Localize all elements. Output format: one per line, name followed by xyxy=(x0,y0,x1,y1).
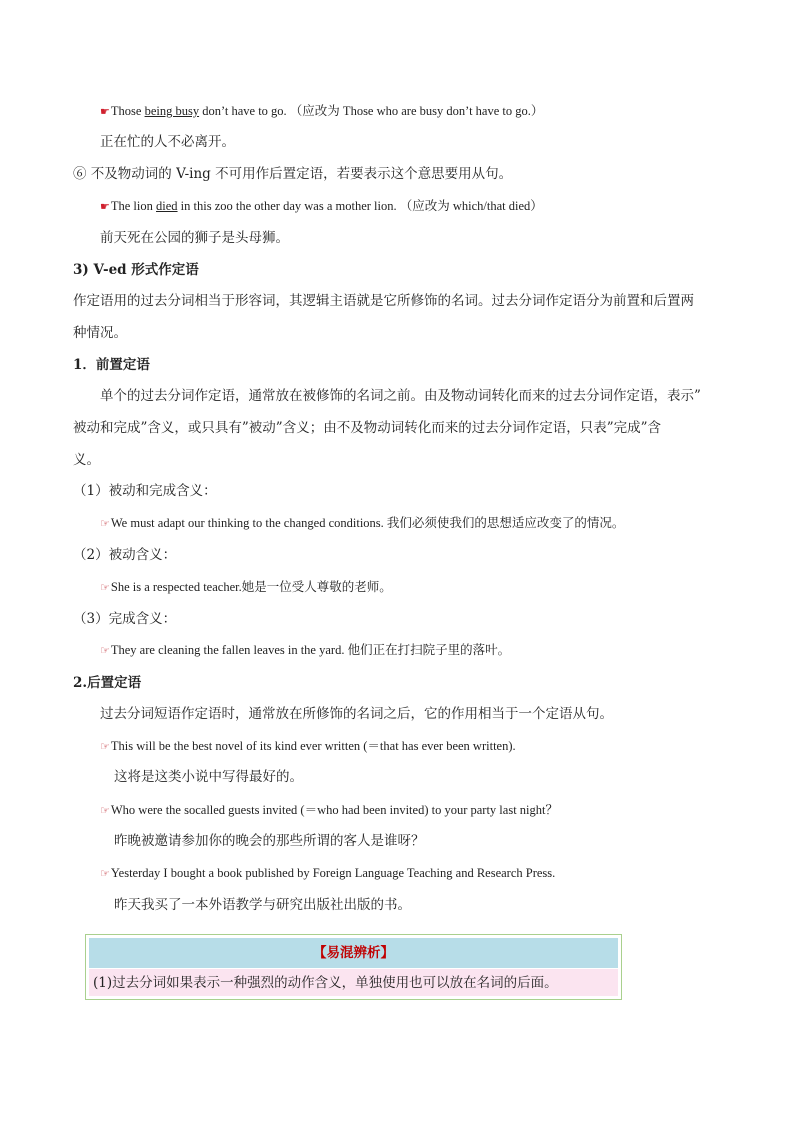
translation-7: 昨晚被邀请参加你的晚会的那些所谓的客人是谁呀？ xyxy=(114,833,425,849)
pointing-hand-icon: ☞ xyxy=(100,581,110,594)
translation-2: 前天死在公园的狮子是头母狮。 xyxy=(100,230,289,246)
confusion-analysis-box xyxy=(85,934,622,1000)
pointing-hand-icon: ☛ xyxy=(100,200,110,213)
pointing-hand-icon: ☞ xyxy=(100,804,110,817)
example-sentence-3: ☞We must adapt our thinking to the changed conditions. 我们必须使我们的思想适应改变了的情况。 xyxy=(100,516,625,530)
example-sentence-1: ☛Those being busy don’t have to go. （应改为 Those who are busy don’t have to go.） xyxy=(100,104,544,118)
paragraph-line: 义。 xyxy=(73,452,100,468)
paragraph-line: 作定语用的过去分词相当于形容词，其逻辑主语就是它所修饰的名词。过去分词作定语分为前置和后置两 xyxy=(73,293,694,309)
translation-6: 这将是这类小说中写得最好的。 xyxy=(114,769,303,785)
subheading-prepositive: 1．前置定语 xyxy=(73,357,150,373)
example-sentence-6: ☞This will be the best novel of its kind ever written (＝that has ever been written). xyxy=(100,739,516,753)
example-sentence-5: ☞They are cleaning the fallen leaves in the yard. 他们正在打扫院子里的落叶。 xyxy=(100,643,511,657)
section-heading-ved: 3) V-ed 形式作定语 xyxy=(73,262,199,278)
example-sentence-7: ☞Who were the socalled guests invited (＝who had been invited) to your party last night？ xyxy=(100,803,558,817)
box-title: 【易混辨析】 xyxy=(89,938,618,968)
example-sentence-4: ☞She is a respected teacher.她是一位受人尊敬的老师。 xyxy=(100,580,392,594)
subheading-postpositive: 2.后置定语 xyxy=(73,675,142,691)
item-label-2: （2）被动含义： xyxy=(73,547,177,563)
pointing-hand-icon: ☞ xyxy=(100,644,110,657)
rule-point-6: ⑥ 不及物动词的 V-ing 不可用作后置定语，若要表示这个意思要用从句。 xyxy=(73,166,513,182)
paragraph-line: 过去分词短语作定语时，通常放在所修饰的名词之后，它的作用相当于一个定语从句。 xyxy=(100,706,613,722)
translation-8: 昨天我买了一本外语教学与研究出版社出版的书。 xyxy=(114,897,411,913)
item-label-1: （1）被动和完成含义： xyxy=(73,483,217,499)
pointing-hand-icon: ☞ xyxy=(100,517,110,530)
example-sentence-8: ☞Yesterday I bought a book published by Foreign Language Teaching and Research Press. xyxy=(100,866,556,880)
item-label-3: （3）完成含义： xyxy=(73,611,177,627)
pointing-hand-icon: ☞ xyxy=(100,867,110,880)
example-sentence-2: ☛The lion died in this zoo the other day was a mother lion. （应改为 which/that died） xyxy=(100,199,543,213)
paragraph-line: 单个的过去分词作定语，通常放在被修饰的名词之前。由及物动词转化而来的过去分词作定语，表示” xyxy=(100,388,701,404)
underlined-word: died xyxy=(156,199,178,213)
translation-1: 正在忙的人不必离开。 xyxy=(100,134,235,150)
pointing-hand-icon: ☛ xyxy=(100,105,110,118)
box-body-text: (1)过去分词如果表示一种强烈的动作含义，单独使用也可以放在名词的后面。 xyxy=(89,969,618,996)
paragraph-line: 被动和完成”含义，或只具有”被动”含义；由不及物动词转化而来的过去分词作定语，只表”完成”含 xyxy=(73,420,662,436)
paragraph-line: 种情况。 xyxy=(73,325,127,341)
pointing-hand-icon: ☞ xyxy=(100,740,110,753)
underlined-phrase: being busy xyxy=(144,104,200,118)
